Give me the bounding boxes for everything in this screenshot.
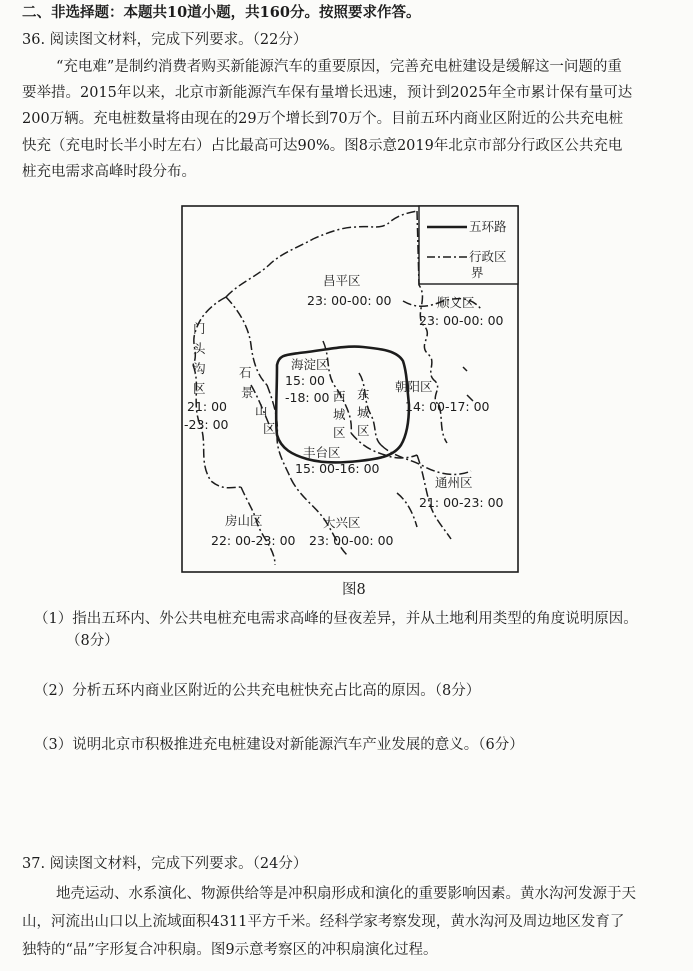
district-name: 顺义区	[437, 295, 475, 310]
district-peak-time: 15: 00	[285, 373, 325, 388]
section-header: 二、非选择题：本题共10道小题，共160分。按照要求作答。	[22, 4, 421, 21]
district-name-char: 西	[333, 389, 346, 404]
district-name-char: 门	[193, 321, 206, 336]
district-shunyi	[419, 295, 504, 328]
material-line: “充电难”是制约消费者购买新能源汽车的重要原因，完善充电桩建设是缓解这一问题的重	[56, 59, 622, 75]
sub-question-3: （3）说明北京市积极推进充电桩建设对新能源汽车产业发展的意义。（6分）	[34, 737, 524, 753]
district-tongzhou	[419, 475, 504, 510]
sub-question-text: （1）指出五环内、外公共电桩充电需求高峰的昼夜差异，并从土地利用类型的角度说明原因。	[34, 611, 638, 627]
district-peak-time: -23: 00	[184, 417, 229, 432]
district-name-char: 城	[357, 405, 370, 420]
district-name: 丰台区	[303, 445, 341, 460]
district-name: 朝阳区	[395, 379, 433, 394]
district-peak-time: 21: 00-23: 00	[419, 495, 504, 510]
district-peak-time: 14: 00-17: 00	[405, 399, 490, 414]
district-name-char: 景	[241, 385, 254, 400]
material-line: 地壳运动、水系演化、物源供给等是冲积扇形成和演化的重要影响因素。黄水沟河发源于天	[56, 886, 636, 902]
figure-8-map	[181, 205, 519, 573]
district-name: 昌平区	[323, 273, 361, 288]
district-haidian	[285, 357, 330, 405]
district-name-char: 区	[263, 421, 276, 436]
material-line: 要举措。2015年以来，北京市新能源汽车保有量增长迅速，预计到2025年全市累计保有量可达	[22, 85, 633, 101]
legend-boundary-label: 行政区	[469, 249, 507, 264]
material-line: 200万辆。充电桩数量将由现在的29万个增长到70万个。目前五环内商业区附近的公共充电桩	[22, 111, 624, 127]
district-name-char: 石	[239, 365, 252, 380]
material-line: 山，河流出山口以上流域面积4311平方千米。经科学家考察发现，黄水沟河及周边地区发育了	[22, 914, 625, 930]
district-daxing	[309, 515, 394, 548]
district-name-char: 山	[255, 403, 268, 418]
legend-ring-road-label: 五环路	[469, 219, 507, 234]
district-peak-time: 21: 00	[187, 399, 227, 414]
district-name-char: 城	[333, 407, 346, 422]
district-name: 房山区	[225, 513, 263, 528]
district-name-char: 头	[193, 341, 206, 356]
district-name-char: 东	[357, 387, 370, 402]
district-peak-time: 23: 00-00: 00	[309, 533, 394, 548]
district-xicheng	[333, 389, 346, 440]
district-peak-time: 22: 00-23: 00	[211, 533, 296, 548]
material-line: 独特的“品”字形复合冲积扇。图9示意考察区的冲积扇演化过程。	[22, 942, 438, 958]
district-shijingshan	[239, 365, 276, 436]
district-peak-time: 23: 00-00: 00	[419, 313, 504, 328]
material-line: 快充（充电时长半小时左右）占比最高可达90%。图8示意2019年北京市部分行政区公共充电	[22, 138, 623, 154]
district-dongcheng	[357, 387, 370, 438]
q37-title: 37. 阅读图文材料，完成下列要求。（24分）	[22, 856, 308, 872]
district-mentougou	[184, 321, 229, 432]
district-name: 通州区	[435, 475, 473, 490]
district-peak-time: 23: 00-00: 00	[307, 293, 392, 308]
district-name: 海淀区	[291, 357, 329, 372]
district-name: 大兴区	[323, 515, 361, 530]
district-fengtai	[295, 445, 380, 476]
material-line: 桩充电需求高峰时段分布。	[22, 164, 196, 180]
district-fangshan	[211, 513, 296, 548]
district-peak-time: -18: 00	[285, 390, 330, 405]
district-name-char: 区	[357, 423, 370, 438]
district-peak-time: 15: 00-16: 00	[295, 461, 380, 476]
district-name-char: 区	[193, 381, 206, 396]
sub-question-score: （8分）	[66, 633, 119, 649]
sub-question-2: （2）分析五环内商业区附近的公共充电桩快充占比高的原因。（8分）	[34, 683, 481, 699]
q36-title: 36. 阅读图文材料，完成下列要求。（22分）	[22, 32, 308, 48]
district-name-char: 沟	[193, 361, 206, 376]
legend-boundary-label-2: 界	[471, 265, 484, 280]
figure-caption: 图8	[342, 582, 366, 598]
map-legend	[419, 206, 518, 284]
district-changping	[307, 273, 392, 308]
district-name-char: 区	[333, 425, 346, 440]
